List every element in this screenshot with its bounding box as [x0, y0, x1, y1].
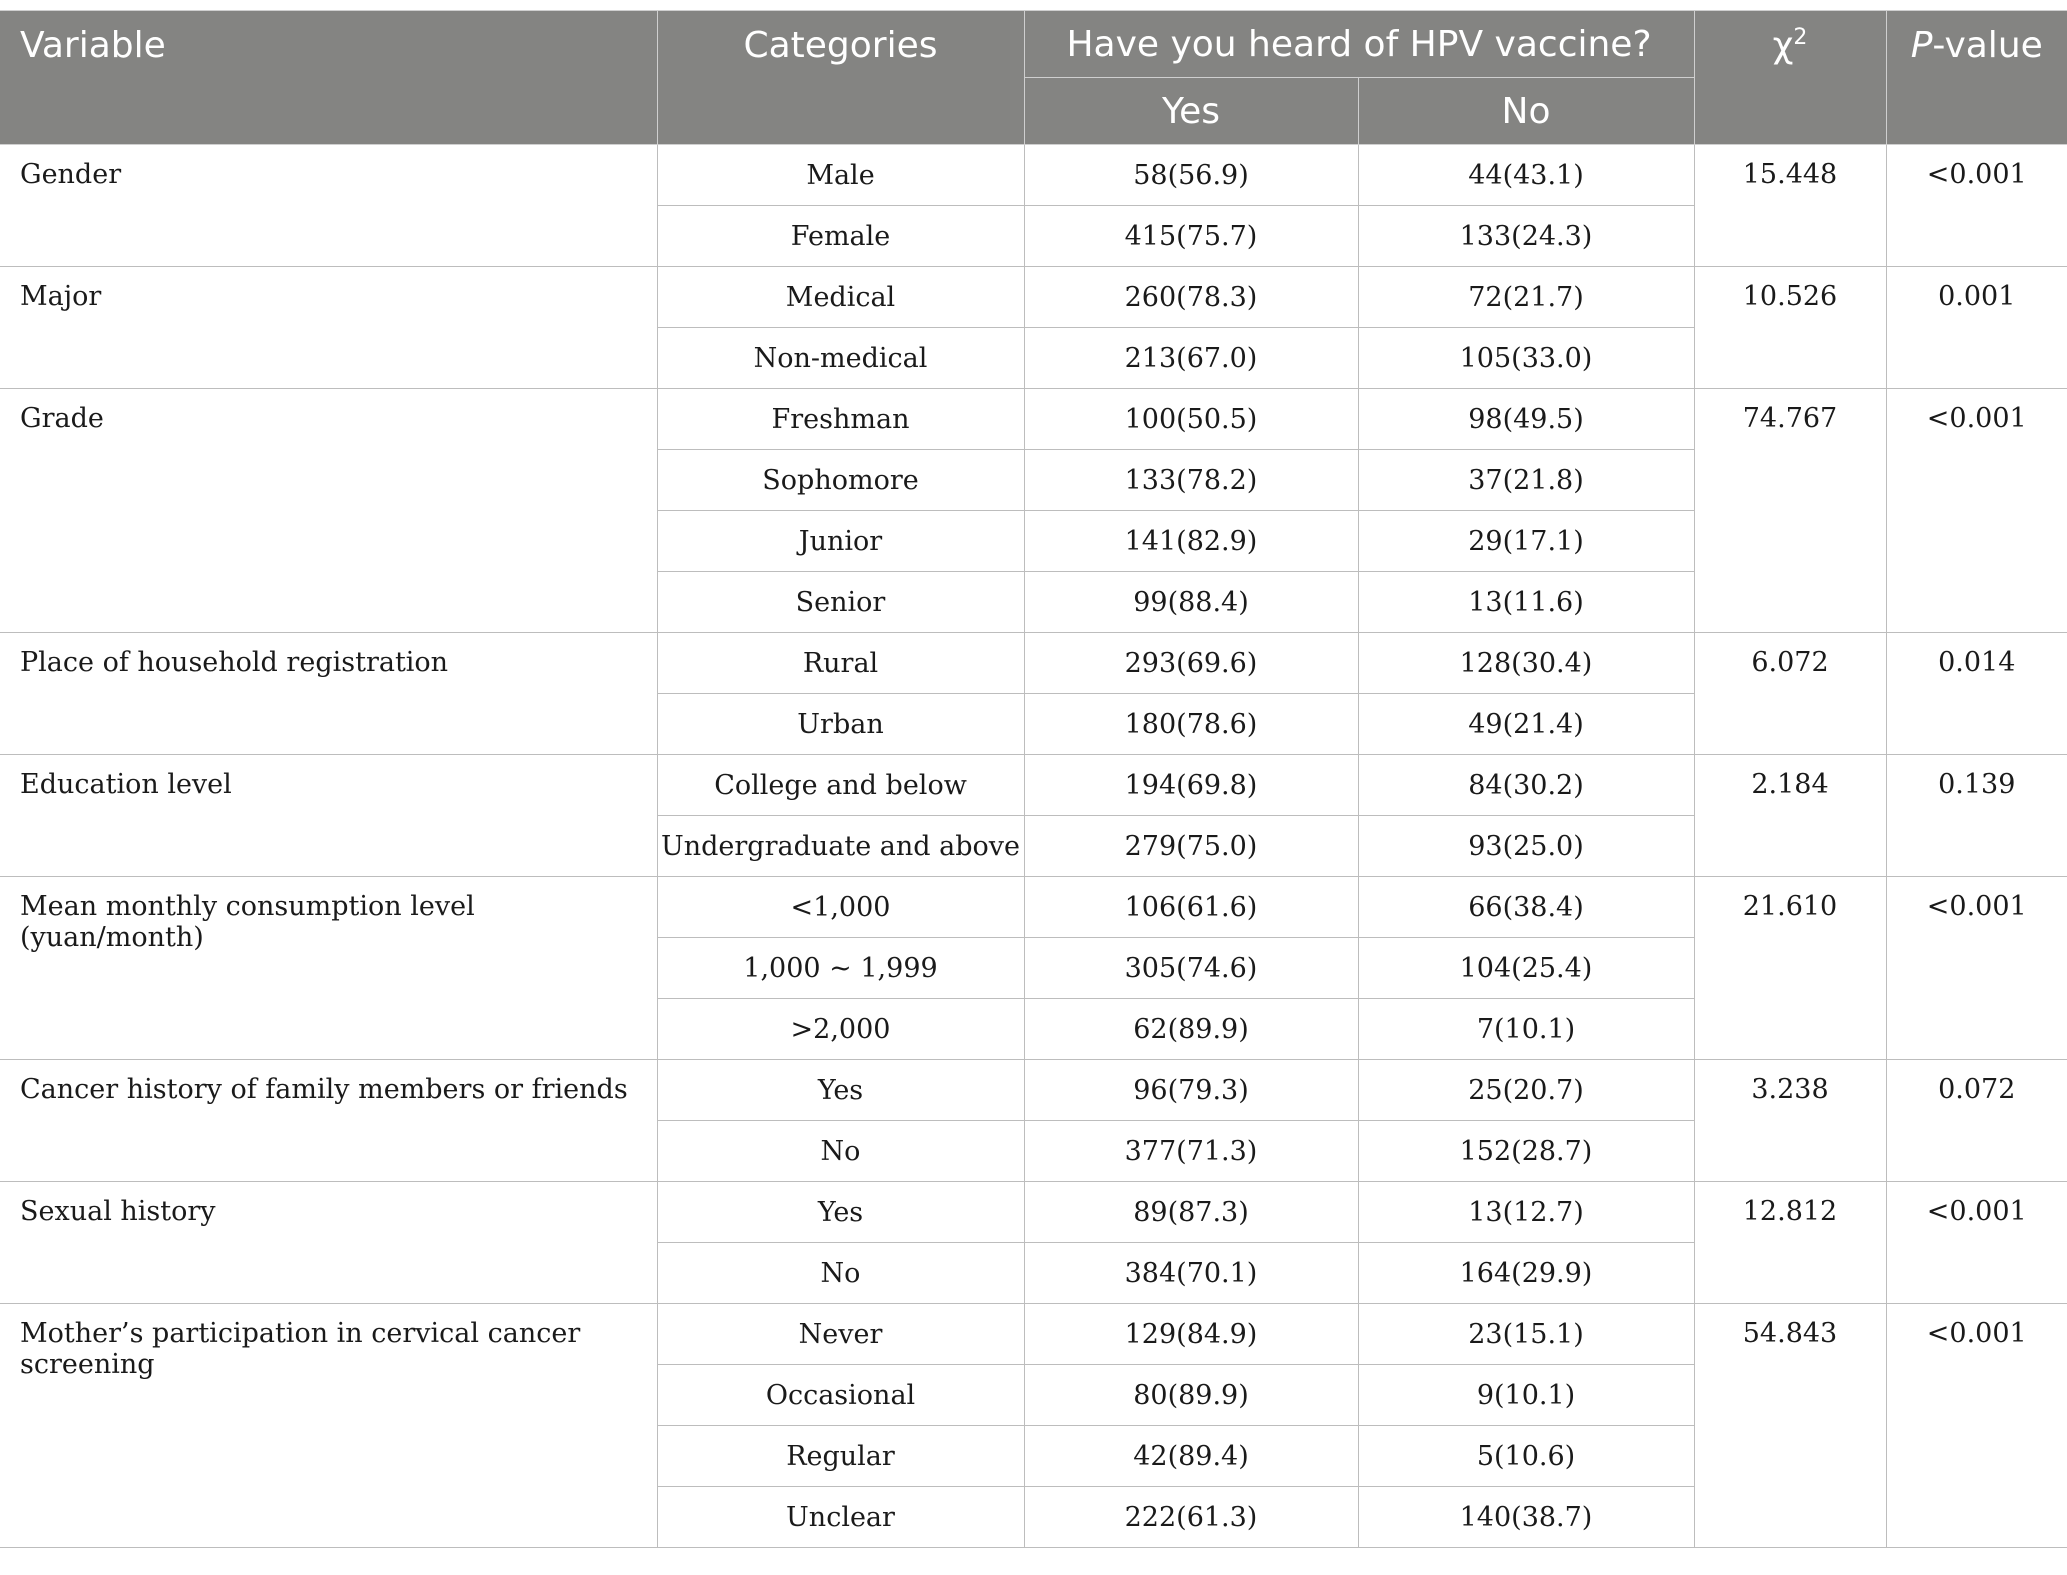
- no-count-cell: 152(28.7): [1358, 1121, 1694, 1182]
- chi-square-cell: 3.238: [1694, 1060, 1886, 1182]
- yes-count-cell: 384(70.1): [1024, 1243, 1358, 1304]
- no-count-cell: 72(21.7): [1358, 267, 1694, 328]
- table-row: [0, 755, 2067, 816]
- yes-count-cell: 99(88.4): [1024, 572, 1358, 633]
- yes-count-cell: 58(56.9): [1024, 145, 1358, 206]
- no-count-cell: 25(20.7): [1358, 1060, 1694, 1121]
- yes-count-cell: 305(74.6): [1024, 938, 1358, 999]
- no-count-cell: 66(38.4): [1358, 877, 1694, 938]
- yes-count-cell: 129(84.9): [1024, 1304, 1358, 1365]
- table-header: [0, 11, 2067, 145]
- yes-count-cell: 100(50.5): [1024, 389, 1358, 450]
- chi-superscript: 2: [1793, 25, 1808, 50]
- chi-square-cell: 6.072: [1694, 633, 1886, 755]
- table-row: [0, 1304, 2067, 1365]
- chi-square-cell: 12.812: [1694, 1182, 1886, 1304]
- p-value-cell: 0.001: [1886, 267, 2067, 389]
- header-p-value: [1886, 11, 2067, 145]
- no-count-cell: 29(17.1): [1358, 511, 1694, 572]
- header-chi-square: [1694, 11, 1886, 145]
- variable-cell: Place of household registration: [0, 633, 657, 755]
- no-count-cell: 9(10.1): [1358, 1365, 1694, 1426]
- variable-cell: Education level: [0, 755, 657, 877]
- p-value-cell: <0.001: [1886, 389, 2067, 633]
- hpv-awareness-table: [0, 10, 2067, 1548]
- header-yes: Yes: [1024, 78, 1358, 145]
- variable-cell: Sexual history: [0, 1182, 657, 1304]
- category-cell: Yes: [657, 1060, 1024, 1121]
- category-cell: 1,000 ~ 1,999: [657, 938, 1024, 999]
- no-count-cell: 133(24.3): [1358, 206, 1694, 267]
- category-cell: No: [657, 1243, 1024, 1304]
- category-cell: Female: [657, 206, 1024, 267]
- chi-square-cell: 74.767: [1694, 389, 1886, 633]
- chi-square-cell: 54.843: [1694, 1304, 1886, 1548]
- p-value-cell: 0.014: [1886, 633, 2067, 755]
- yes-count-cell: 293(69.6): [1024, 633, 1358, 694]
- yes-count-cell: 80(89.9): [1024, 1365, 1358, 1426]
- yes-count-cell: 133(78.2): [1024, 450, 1358, 511]
- p-value-cell: <0.001: [1886, 1304, 2067, 1548]
- no-count-cell: 5(10.6): [1358, 1426, 1694, 1487]
- no-count-cell: 7(10.1): [1358, 999, 1694, 1060]
- table-row: [0, 877, 2067, 938]
- category-cell: Occasional: [657, 1365, 1024, 1426]
- yes-count-cell: 213(67.0): [1024, 328, 1358, 389]
- p-suffix: -value: [1932, 25, 2043, 66]
- table-container: [0, 10, 2067, 1548]
- no-count-cell: 140(38.7): [1358, 1487, 1694, 1548]
- category-cell: Rural: [657, 633, 1024, 694]
- yes-count-cell: 194(69.8): [1024, 755, 1358, 816]
- no-count-cell: 37(21.8): [1358, 450, 1694, 511]
- no-count-cell: 13(11.6): [1358, 572, 1694, 633]
- category-cell: Non-medical: [657, 328, 1024, 389]
- chi-square-cell: 15.448: [1694, 145, 1886, 267]
- p-value-cell: <0.001: [1886, 877, 2067, 1060]
- no-count-cell: 84(30.2): [1358, 755, 1694, 816]
- no-count-cell: 104(25.4): [1358, 938, 1694, 999]
- table-row: [0, 1060, 2067, 1121]
- header-variable: Variable: [0, 11, 657, 145]
- chi-symbol: χ: [1772, 25, 1794, 66]
- p-value-cell: <0.001: [1886, 145, 2067, 267]
- no-count-cell: 98(49.5): [1358, 389, 1694, 450]
- yes-count-cell: 415(75.7): [1024, 206, 1358, 267]
- table-row: [0, 389, 2067, 450]
- yes-count-cell: 141(82.9): [1024, 511, 1358, 572]
- no-count-cell: 128(30.4): [1358, 633, 1694, 694]
- category-cell: <1,000: [657, 877, 1024, 938]
- chi-square-cell: 2.184: [1694, 755, 1886, 877]
- chi-square-cell: 10.526: [1694, 267, 1886, 389]
- category-cell: Freshman: [657, 389, 1024, 450]
- no-count-cell: 105(33.0): [1358, 328, 1694, 389]
- p-italic: P: [1910, 25, 1933, 66]
- table-row: [0, 1182, 2067, 1243]
- category-cell: Yes: [657, 1182, 1024, 1243]
- yes-count-cell: 180(78.6): [1024, 694, 1358, 755]
- header-heard-hpv-vaccine: Have you heard of HPV vaccine?: [1024, 11, 1694, 78]
- category-cell: Regular: [657, 1426, 1024, 1487]
- variable-cell: Grade: [0, 389, 657, 633]
- variable-cell: Gender: [0, 145, 657, 267]
- category-cell: Junior: [657, 511, 1024, 572]
- yes-count-cell: 96(79.3): [1024, 1060, 1358, 1121]
- p-value-cell: 0.139: [1886, 755, 2067, 877]
- yes-count-cell: 106(61.6): [1024, 877, 1358, 938]
- no-count-cell: 49(21.4): [1358, 694, 1694, 755]
- category-cell: Never: [657, 1304, 1024, 1365]
- yes-count-cell: 42(89.4): [1024, 1426, 1358, 1487]
- yes-count-cell: 62(89.9): [1024, 999, 1358, 1060]
- yes-count-cell: 377(71.3): [1024, 1121, 1358, 1182]
- no-count-cell: 164(29.9): [1358, 1243, 1694, 1304]
- variable-cell: Major: [0, 267, 657, 389]
- no-count-cell: 23(15.1): [1358, 1304, 1694, 1365]
- category-cell: Undergraduate and above: [657, 816, 1024, 877]
- variable-cell: Mother’s participation in cervical cancer screening: [0, 1304, 657, 1548]
- yes-count-cell: 89(87.3): [1024, 1182, 1358, 1243]
- category-cell: >2,000: [657, 999, 1024, 1060]
- table-row: [0, 633, 2067, 694]
- p-value-cell: <0.001: [1886, 1182, 2067, 1304]
- category-cell: Senior: [657, 572, 1024, 633]
- no-count-cell: 44(43.1): [1358, 145, 1694, 206]
- category-cell: Sophomore: [657, 450, 1024, 511]
- table-row: [0, 145, 2067, 206]
- table-body: [0, 145, 2067, 1548]
- table-row: [0, 267, 2067, 328]
- category-cell: Medical: [657, 267, 1024, 328]
- category-cell: College and below: [657, 755, 1024, 816]
- no-count-cell: 93(25.0): [1358, 816, 1694, 877]
- no-count-cell: 13(12.7): [1358, 1182, 1694, 1243]
- header-categories: Categories: [657, 11, 1024, 145]
- chi-square-cell: 21.610: [1694, 877, 1886, 1060]
- p-value-cell: 0.072: [1886, 1060, 2067, 1182]
- header-no: No: [1358, 78, 1694, 145]
- category-cell: Urban: [657, 694, 1024, 755]
- yes-count-cell: 222(61.3): [1024, 1487, 1358, 1548]
- category-cell: No: [657, 1121, 1024, 1182]
- variable-cell: Cancer history of family members or friends: [0, 1060, 657, 1182]
- variable-cell: Mean monthly consumption level (yuan/month): [0, 877, 657, 1060]
- yes-count-cell: 260(78.3): [1024, 267, 1358, 328]
- category-cell: Male: [657, 145, 1024, 206]
- category-cell: Unclear: [657, 1487, 1024, 1548]
- yes-count-cell: 279(75.0): [1024, 816, 1358, 877]
